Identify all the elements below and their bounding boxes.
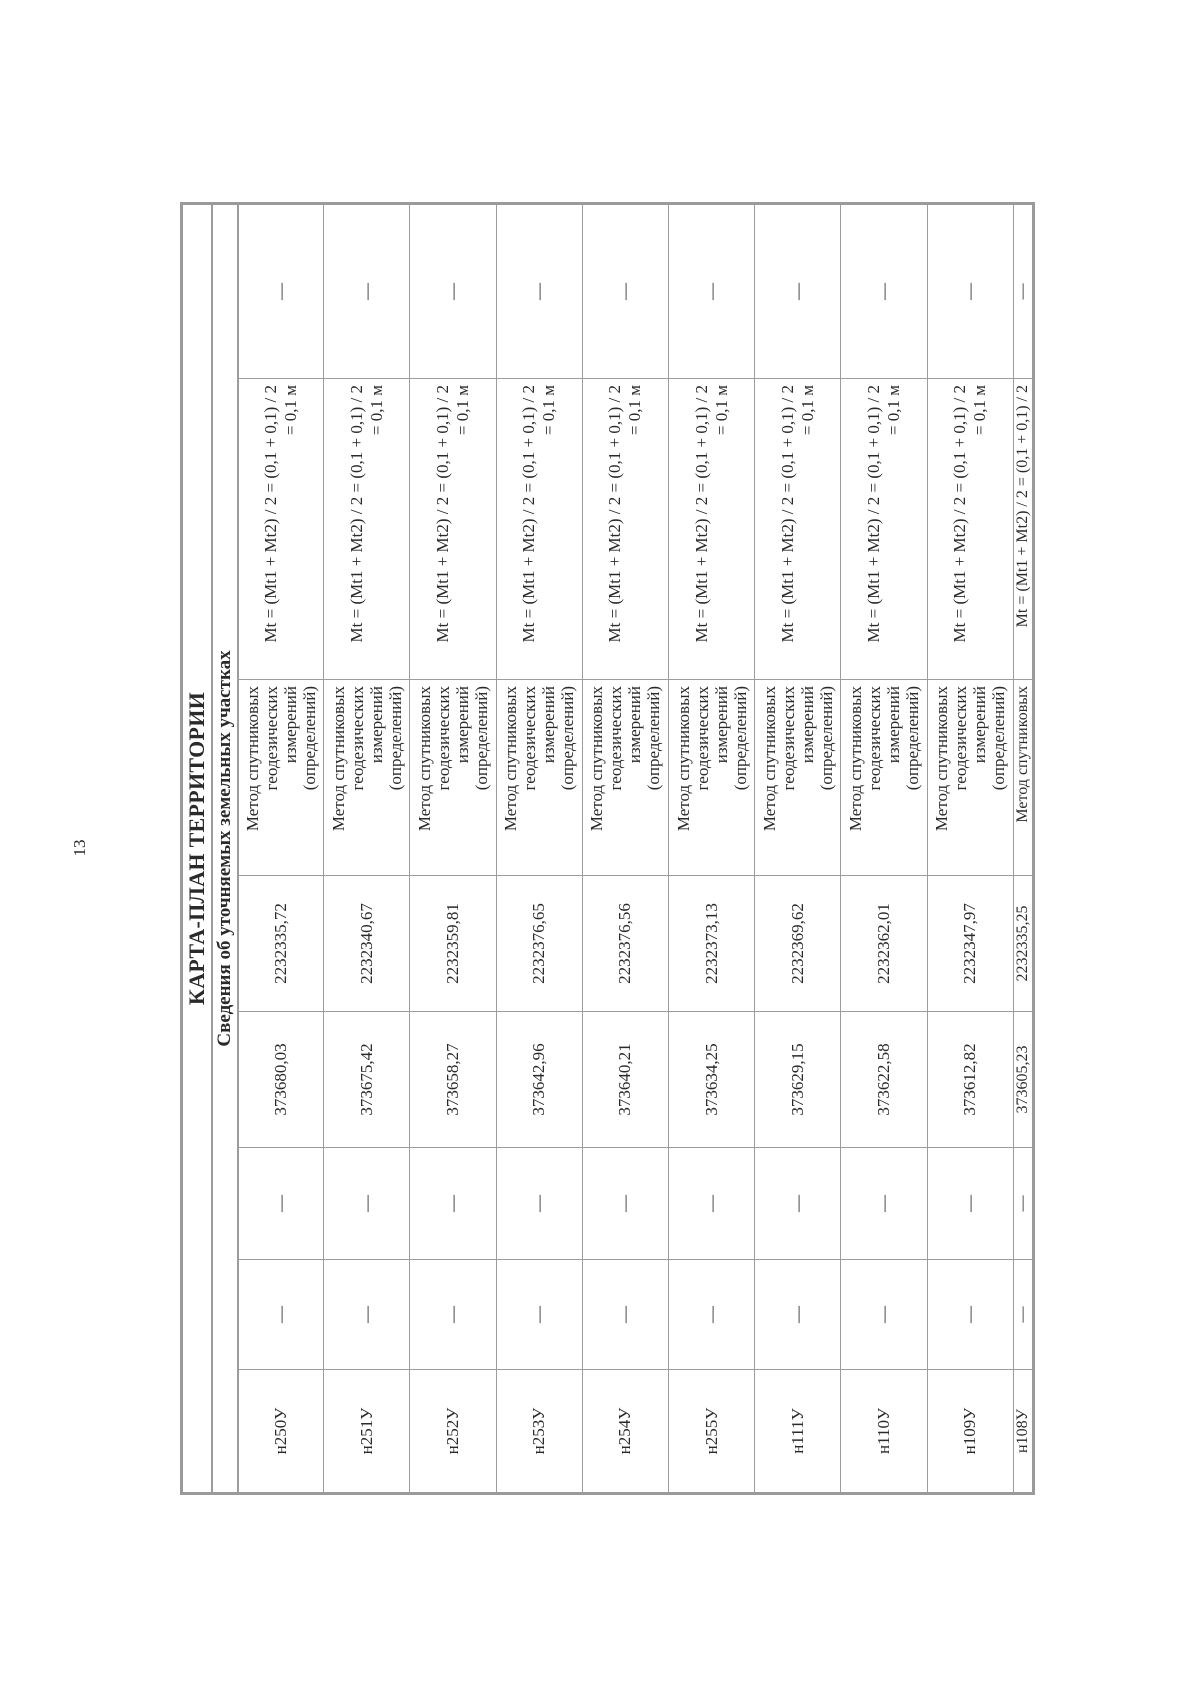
x-coordinate: 373658,27 <box>410 1012 496 1148</box>
accuracy-formula-line: Mt = (Mt1 + Mt2) / 2 = (0,1 + 0,1) / 2 <box>863 385 883 643</box>
accuracy-formula-line: = 0,1 м <box>280 385 300 436</box>
x-coordinate: 373675,42 <box>324 1012 410 1148</box>
method-text-line: (определений) <box>989 686 1009 791</box>
method-text-line: геодезических <box>692 686 712 791</box>
point-name: н108У <box>1013 1370 1033 1494</box>
accuracy-formula <box>238 379 324 680</box>
accuracy-formula <box>410 379 496 680</box>
empty-value: — <box>410 1260 496 1370</box>
note-value: — <box>324 203 410 378</box>
y-coordinate: 2232373,13 <box>668 876 754 1012</box>
method-text-line: геодезических <box>347 686 367 791</box>
method-text-line: Метод спутниковых <box>328 686 348 832</box>
table-subtitle: Сведения об уточняемых земельных участках <box>212 203 238 1493</box>
method-text-line: (определений) <box>471 686 491 791</box>
point-name: н250У <box>238 1370 324 1494</box>
method-text-line: (определений) <box>385 686 405 791</box>
table-row <box>1013 203 1033 1493</box>
x-coordinate: 373640,21 <box>582 1012 668 1148</box>
y-coordinate: 2232376,65 <box>496 876 582 1012</box>
accuracy-formula-line: = 0,1 м <box>883 385 903 436</box>
y-coordinate: 2232335,25 <box>1013 876 1033 1012</box>
table-row <box>410 203 496 1493</box>
x-coordinate: 373629,15 <box>755 1012 841 1148</box>
method-text <box>582 680 668 876</box>
method-text-line: Метод спутниковых <box>501 686 521 832</box>
empty-value: — <box>755 1148 841 1260</box>
method-text-line: геодезических <box>520 686 540 791</box>
table-row <box>668 203 754 1493</box>
x-coordinate: 373634,25 <box>668 1012 754 1148</box>
method-text-line: измерений <box>797 686 817 764</box>
empty-value: — <box>410 1148 496 1260</box>
empty-value: — <box>582 1260 668 1370</box>
point-name: н110У <box>841 1370 927 1494</box>
method-text <box>755 680 841 876</box>
x-coordinate: 373605,23 <box>1013 1012 1033 1148</box>
method-text <box>496 680 582 876</box>
empty-value: — <box>927 1148 1013 1260</box>
method-text-line: геодезических <box>951 686 971 791</box>
method-text-line: измерений <box>366 686 386 764</box>
table-title: КАРТА-ПЛАН ТЕРРИТОРИИ <box>182 203 212 1493</box>
page-number: 13 <box>70 839 89 857</box>
empty-value: — <box>841 1260 927 1370</box>
accuracy-formula-line: Mt = (Mt1 + Mt2) / 2 = (0,1 + 0,1) / 2 <box>260 385 280 643</box>
method-text-line: измерений <box>452 686 472 764</box>
accuracy-formula-line: Mt = (Mt1 + Mt2) / 2 = (0,1 + 0,1) / 2 <box>777 385 797 643</box>
note-value: — <box>1013 203 1033 378</box>
accuracy-formula-line: Mt = (Mt1 + Mt2) / 2 = (0,1 + 0,1) / 2 <box>691 385 711 643</box>
method-text <box>927 680 1013 876</box>
y-coordinate: 2232347,97 <box>927 876 1013 1012</box>
method-text-line: Метод спутниковых <box>845 686 865 832</box>
empty-value: — <box>582 1148 668 1260</box>
y-coordinate: 2232362,01 <box>841 876 927 1012</box>
accuracy-formula-line: Mt = (Mt1 + Mt2) / 2 = (0,1 + 0,1) / 2 <box>346 385 366 643</box>
table-row <box>496 203 582 1493</box>
method-text-line: (определений) <box>644 686 664 791</box>
accuracy-formula-line: = 0,1 м <box>366 385 386 436</box>
empty-value: — <box>238 1148 324 1260</box>
method-text-line: измерений <box>625 686 645 764</box>
method-text-line: Метод спутниковых <box>242 686 262 832</box>
method-text-line: измерений <box>539 686 559 764</box>
method-text <box>841 680 927 876</box>
y-coordinate: 2232359,81 <box>410 876 496 1012</box>
point-name: н252У <box>410 1370 496 1494</box>
note-value: — <box>410 203 496 378</box>
method-text-line: измерений <box>280 686 300 764</box>
accuracy-formula-line: Mt = (Mt1 + Mt2) / 2 = (0,1 + 0,1) / 2 <box>432 385 452 643</box>
empty-value: — <box>324 1260 410 1370</box>
accuracy-formula-line: = 0,1 м <box>539 385 559 436</box>
rotated-table-container <box>180 205 1038 1495</box>
empty-value: — <box>1013 1148 1033 1260</box>
point-name: н251У <box>324 1370 410 1494</box>
accuracy-formula-line: = 0,1 м <box>711 385 731 436</box>
table-row <box>927 203 1013 1493</box>
table-row <box>238 203 324 1493</box>
accuracy-formula <box>841 379 927 680</box>
method-text-line: (определений) <box>299 686 319 791</box>
note-value: — <box>755 203 841 378</box>
method-text-line: (определений) <box>558 686 578 791</box>
empty-value: — <box>841 1148 927 1260</box>
method-text-line: Метод спутниковых <box>759 686 779 832</box>
note-value: — <box>238 203 324 378</box>
method-text-line: геодезических <box>433 686 453 791</box>
accuracy-formula <box>755 379 841 680</box>
empty-value: — <box>496 1148 582 1260</box>
accuracy-formula <box>582 379 668 680</box>
method-text-line: Метод спутниковых <box>414 686 434 832</box>
note-value: — <box>668 203 754 378</box>
method-text-line: геодезических <box>864 686 884 791</box>
method-text <box>410 680 496 876</box>
method-text <box>324 680 410 876</box>
note-value: — <box>496 203 582 378</box>
accuracy-formula <box>324 379 410 680</box>
accuracy-formula-line: = 0,1 м <box>625 385 645 436</box>
empty-value: — <box>238 1260 324 1370</box>
note-value: — <box>927 203 1013 378</box>
method-text <box>1013 680 1033 876</box>
empty-value: — <box>927 1260 1013 1370</box>
empty-value: — <box>496 1260 582 1370</box>
x-coordinate: 373612,82 <box>927 1012 1013 1148</box>
method-text-line: (определений) <box>730 686 750 791</box>
method-text-line: измерений <box>970 686 990 764</box>
table-row <box>755 203 841 1493</box>
boundary-points-table <box>180 202 1035 1495</box>
y-coordinate: 2232376,56 <box>582 876 668 1012</box>
method-text-line: Метод спутниковых <box>587 686 607 832</box>
note-value: — <box>582 203 668 378</box>
x-coordinate: 373622,58 <box>841 1012 927 1148</box>
y-coordinate: 2232369,62 <box>755 876 841 1012</box>
point-name: н255У <box>668 1370 754 1494</box>
method-text-line: Метод спутниковых <box>1013 686 1031 823</box>
method-text-line: измерений <box>883 686 903 764</box>
x-coordinate: 373680,03 <box>238 1012 324 1148</box>
accuracy-formula <box>668 379 754 680</box>
method-text-line: измерений <box>711 686 731 764</box>
accuracy-formula-line: = 0,1 м <box>452 385 472 436</box>
method-text-line: геодезических <box>606 686 626 791</box>
y-coordinate: 2232340,67 <box>324 876 410 1012</box>
empty-value: — <box>668 1148 754 1260</box>
empty-value: — <box>668 1260 754 1370</box>
accuracy-formula-line: = 0,1 м <box>970 385 990 436</box>
accuracy-formula-line: Mt = (Mt1 + Mt2) / 2 = (0,1 + 0,1) / 2 <box>605 385 625 643</box>
point-name: н111У <box>755 1370 841 1494</box>
method-text-line: геодезических <box>778 686 798 791</box>
point-name: н253У <box>496 1370 582 1494</box>
table-row <box>582 203 668 1493</box>
method-text <box>668 680 754 876</box>
method-text-line: Метод спутниковых <box>673 686 693 832</box>
accuracy-formula-line: Mt = (Mt1 + Mt2) / 2 = (0,1 + 0,1) / 2 <box>1013 385 1031 628</box>
table-row <box>841 203 927 1493</box>
accuracy-formula-line: Mt = (Mt1 + Mt2) / 2 = (0,1 + 0,1) / 2 <box>950 385 970 643</box>
empty-value: — <box>324 1148 410 1260</box>
accuracy-formula <box>927 379 1013 680</box>
accuracy-formula <box>1013 379 1033 680</box>
method-text <box>238 680 324 876</box>
y-coordinate: 2232335,72 <box>238 876 324 1012</box>
method-text-line: (определений) <box>816 686 836 791</box>
accuracy-formula-line: = 0,1 м <box>797 385 817 436</box>
method-text-line: геодезических <box>261 686 281 791</box>
point-name: н254У <box>582 1370 668 1494</box>
empty-value: — <box>755 1260 841 1370</box>
method-text-line: (определений) <box>902 686 922 791</box>
method-text-line: Метод спутниковых <box>932 686 952 832</box>
accuracy-formula-line: Mt = (Mt1 + Mt2) / 2 = (0,1 + 0,1) / 2 <box>519 385 539 643</box>
point-name: н109У <box>927 1370 1013 1494</box>
accuracy-formula <box>496 379 582 680</box>
empty-value: — <box>1013 1260 1033 1370</box>
note-value: — <box>841 203 927 378</box>
table-row <box>324 203 410 1493</box>
x-coordinate: 373642,96 <box>496 1012 582 1148</box>
